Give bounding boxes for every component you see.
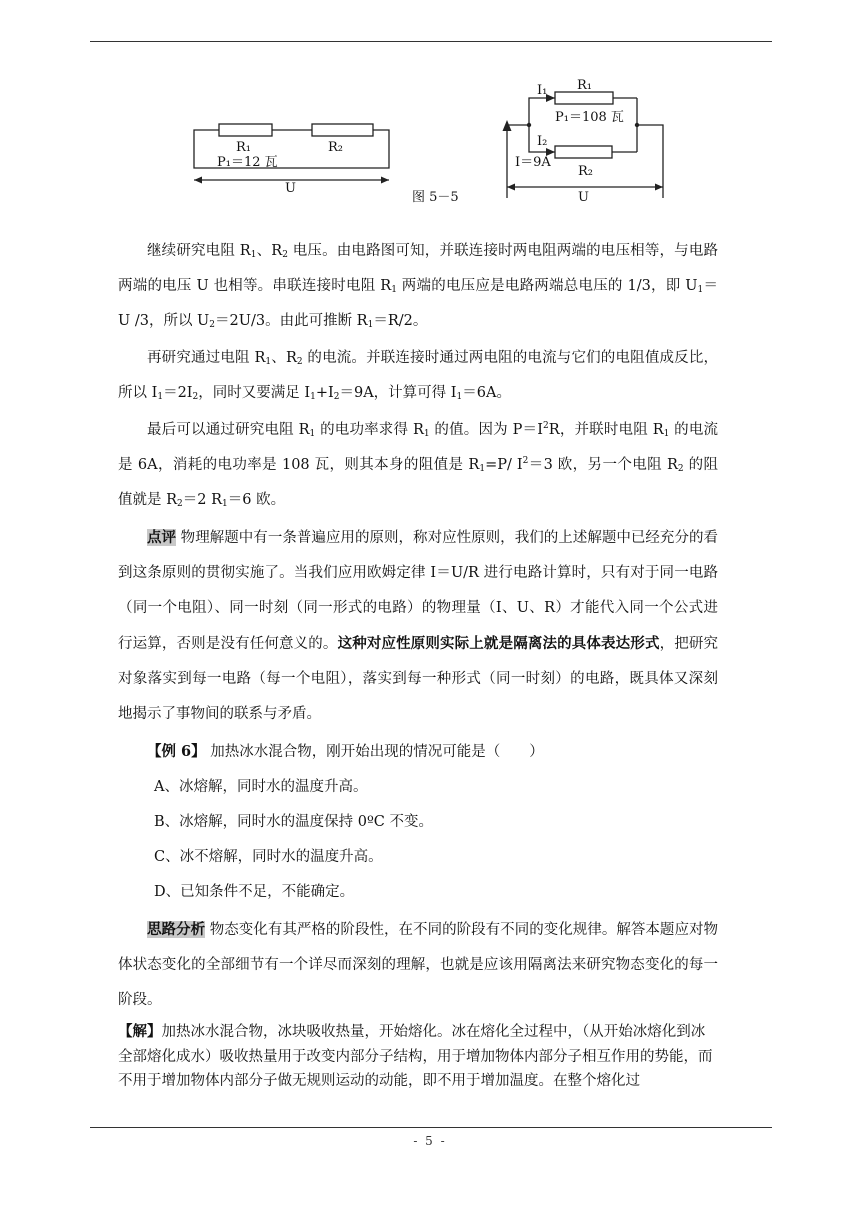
label-u-series: U [285,181,296,196]
paragraph-power: 最后可以通过研究电阻 $R_1$ 的电功率求得 $R_1$ 的值。因为 $P=I^2R$，并联时电阻 $R_1$ 的电流是 6A，消耗的电功率是 108 瓦，则其本身的阻值是 $R_1=P/$ $I^2=3$ 欧，另一个电阻 $R_2$ 的阻值就是 $R_2=2$ $R_1=6$ 欧。 [118,421,719,509]
page-number: - 5 - [413,1134,447,1148]
label-p1-parallel: P₁＝108 瓦 [555,110,624,125]
label-i-total: I＝9A [515,155,551,170]
label-r1-parallel: R₁ [577,78,592,93]
resistor-r1-series [219,124,272,136]
resistor-r2-series [312,124,373,136]
series-circuit [194,124,389,180]
comment-tag: 点评 [147,529,177,546]
paragraph-analysis: 思路分析 物态变化有其严格的阶段性，在不同的阶段有不同的变化规律。解答本题应对物体状态变化的全部细节有一个详尽而深刻的理解，也就是应该用隔离法来研究物态变化的每一阶段。 [118,921,718,1008]
paragraph-comment: 点评 物理解题中有一条普遍应用的原则，称对应性原则，我们的上述解题中已经充分的看到这条原则的贯彻实施了。当我们应用欧姆定律 I＝U/R 进行电路计算时，只有对于同一电路（同一个电阻）、同一时刻（同一形式的电路）的物理量（I、U、R）才能代入同一个公式进行运算，否则是没有任何意义的。这种对应性原则实际上就是隔离法的具体表达形式，把研究对象落实到每一电路（每一个电阻），落实到每一种形式（同一时刻）的电路，既具体又深刻地揭示了事物间的联系与矛盾。 [118,529,719,722]
paragraph-voltage: 继续研究电阻 $R_1$、$R_2$ 电压。由电路图可知，并联连接时两电阻两端的电压相等，与电路两端的电压 U 也相等。串联连接时电阻 $R_1$ 两端的电压应是电路两端总电压的 1/3，即 $U_1=U$ /3，所以 $U_2=2U/3$。由此可推断 $R_1=R/2$。 [118,243,719,330]
comment-emphasis: 这种对应性原则实际上就是隔离法的具体表达形式 [337,635,660,652]
circuit-figure [0,0,860,225]
footer-rule [90,1127,772,1128]
example-question: 【例 6】 加热冰水混合物，刚开始出现的情况可能是（ ） [147,743,544,760]
label-r2-series: R₂ [328,140,343,155]
label-r2-parallel: R₂ [578,164,593,179]
analysis-tag: 思路分析 [147,921,206,938]
paragraph-solution: 【解】加热冰水混合物，冰块吸收热量，开始熔化。冰在熔化全过程中，（从开始冰熔化到冰全部熔化成水）吸收热量用于改变内部分子结构，用于增加物体内部分子相互作用的势能，而不用于增加物体内部分子做无规则运动的动能，即不用于增加温度。在整个熔化过 [118,1023,713,1089]
resistor-r2-parallel [555,146,612,158]
label-r1-series: R₁ [236,140,251,155]
label-p1-series: P₁＝12 瓦 [217,155,278,170]
figure-caption: 图 5－5 [412,190,459,205]
label-u-parallel: U [578,190,589,205]
label-i1: I₁ [537,83,548,98]
resistor-r1-parallel [555,92,613,104]
parallel-circuit [507,92,663,198]
paragraph-current: 再研究通过电阻 $R_1$、$R_2$ 的电流。并联连接时通过两电阻的电流与它们的电阻值成反比，所以 $I_1=2I_2$，同时又要满足 $I_1+I_2=9A$，计算可得 $I_1=6A$。 [118,350,718,402]
option-c: C、冰不熔解，同时水的温度升高。 [154,849,383,865]
label-i2: I₂ [537,134,548,149]
option-d: D、已知条件不足，不能确定。 [154,884,355,900]
option-b: B、冰熔解，同时水的温度保持 0ºC 不变。 [154,814,434,830]
option-a: A、冰熔解，同时水的温度升高。 [154,779,368,795]
page-body [118,234,718,1094]
example-tag: 【例 6】 [147,743,206,760]
solution-tag: 【解】 [118,1023,162,1040]
